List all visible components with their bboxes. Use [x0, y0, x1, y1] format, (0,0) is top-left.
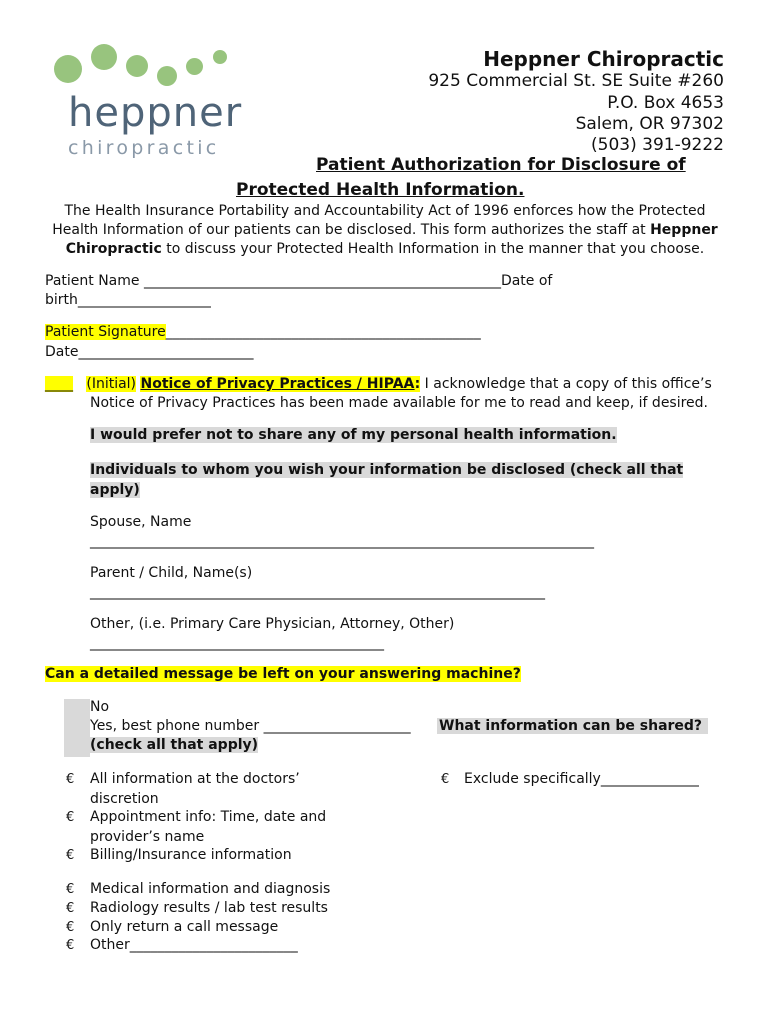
- intro-line-2: [0, 222, 770, 238]
- initial-label: (Initial): [86, 376, 137, 392]
- option-shading: [64, 699, 90, 757]
- intro-practice-bold: Chiropractic: [65, 241, 162, 257]
- logo-dot-icon: [213, 50, 227, 64]
- privacy-notice-title: Notice of Privacy Practices / HIPAA: [140, 376, 415, 392]
- option-yes-phone[interactable]: Yes, best phone number _____________________: [90, 718, 411, 734]
- checkbox-icon[interactable]: €: [66, 772, 75, 787]
- share-appointment-info-2: provider’s name: [90, 829, 205, 845]
- initial-blank[interactable]: ____: [45, 376, 73, 392]
- address-line-1: 925 Commercial St. SE Suite #260: [428, 71, 724, 91]
- checkbox-icon[interactable]: €: [66, 920, 75, 935]
- privacy-notice-line: [45, 376, 712, 392]
- other-input[interactable]: __________________________________________: [90, 635, 384, 651]
- signature-field[interactable]: [45, 324, 481, 340]
- check-all-text: (check all that apply): [90, 737, 259, 753]
- check-all-label: [90, 737, 258, 753]
- checkbox-icon[interactable]: €: [66, 901, 75, 916]
- individuals-text: apply): [90, 482, 140, 498]
- other-label: Other, (i.e. Primary Care Physician, Attorney, Other): [90, 616, 455, 632]
- phone-number: (503) 391-9222: [591, 135, 724, 155]
- share-other[interactable]: Other________________________: [90, 937, 298, 953]
- address-line-2: P.O. Box 4653: [607, 93, 724, 113]
- individuals-heading-2: [90, 482, 140, 498]
- colon: :: [414, 376, 421, 392]
- patient-name-field[interactable]: Patient Name ___________________________________________________Date of: [45, 273, 553, 289]
- intro-text: Health Information of our patients can be disclosed. This form authorizes the staff at: [52, 222, 651, 238]
- form-title-line-1: Patient Authorization for Disclosure of: [316, 155, 686, 175]
- individuals-heading-1: [90, 462, 683, 478]
- checkbox-icon[interactable]: €: [66, 938, 75, 953]
- intro-line-1: The Health Insurance Portability and Accountability Act of 1996 enforces how the Protected: [64, 203, 706, 219]
- logo-dot-icon: [91, 44, 117, 70]
- prefer-not-share-text: I would prefer not to share any of my personal health information.: [90, 427, 617, 443]
- acknowledge-text: I acknowledge that a copy of this office’s: [420, 376, 712, 392]
- form-title-line-2: Protected Health Information.: [236, 180, 525, 200]
- share-radiology-info: Radiology results / lab test results: [90, 900, 328, 916]
- practice-name: Heppner Chiropractic: [483, 47, 724, 71]
- share-billing-info: Billing/Insurance information: [90, 847, 292, 863]
- checkbox-icon[interactable]: €: [66, 882, 75, 897]
- parent-child-input[interactable]: _________________________________________________________________: [90, 584, 545, 600]
- answering-machine-question: [45, 666, 521, 682]
- exclude-specifically[interactable]: Exclude specifically______________: [464, 771, 699, 787]
- answering-text: Can a detailed message be left on your answering machine?: [45, 666, 521, 682]
- share-all-info: All information at the doctors’: [90, 771, 300, 787]
- what-info-text: What information can be shared?: [437, 718, 708, 734]
- birth-date-field[interactable]: birth___________________: [45, 292, 211, 308]
- privacy-notice-line-2: Notice of Privacy Practices has been made available for me to read and keep, if desired.: [90, 395, 709, 411]
- what-info-heading: [437, 718, 708, 734]
- signature-label: Patient Signature: [45, 324, 166, 340]
- checkbox-icon[interactable]: €: [66, 810, 75, 825]
- logo-dot-icon: [186, 58, 203, 75]
- individuals-text: Individuals to whom you wish your information be disclosed (check all that: [90, 462, 684, 478]
- checkbox-icon[interactable]: €: [441, 772, 450, 787]
- logo-dot-icon: [157, 66, 177, 86]
- logo-subtitle: chiropractic: [68, 137, 220, 159]
- share-medical-info: Medical information and diagnosis: [90, 881, 331, 897]
- intro-line-3: [0, 241, 770, 257]
- parent-child-label: Parent / Child, Name(s): [90, 565, 253, 581]
- spouse-label: Spouse, Name: [90, 514, 192, 530]
- heppner-logo: [50, 40, 243, 165]
- share-appointment-info: Appointment info: Time, date and: [90, 809, 327, 825]
- option-no[interactable]: No: [90, 699, 110, 715]
- spouse-name-input[interactable]: ________________________________________________________________________: [90, 533, 594, 549]
- prefer-not-share-option[interactable]: [90, 427, 617, 443]
- signature-line: _____________________________________________: [165, 324, 481, 340]
- logo-wordmark: heppner: [68, 90, 243, 136]
- address-line-3: Salem, OR 97302: [575, 114, 724, 134]
- share-all-info-2: discretion: [90, 791, 159, 807]
- logo-dot-icon: [126, 55, 148, 77]
- checkbox-icon[interactable]: €: [66, 848, 75, 863]
- logo-dot-icon: [54, 55, 82, 83]
- date-field[interactable]: Date_________________________: [45, 344, 254, 360]
- intro-practice-bold: Heppner: [650, 222, 718, 238]
- intro-text: to discuss your Protected Health Information in the manner that you choose.: [161, 241, 705, 257]
- share-return-call: Only return a call message: [90, 919, 279, 935]
